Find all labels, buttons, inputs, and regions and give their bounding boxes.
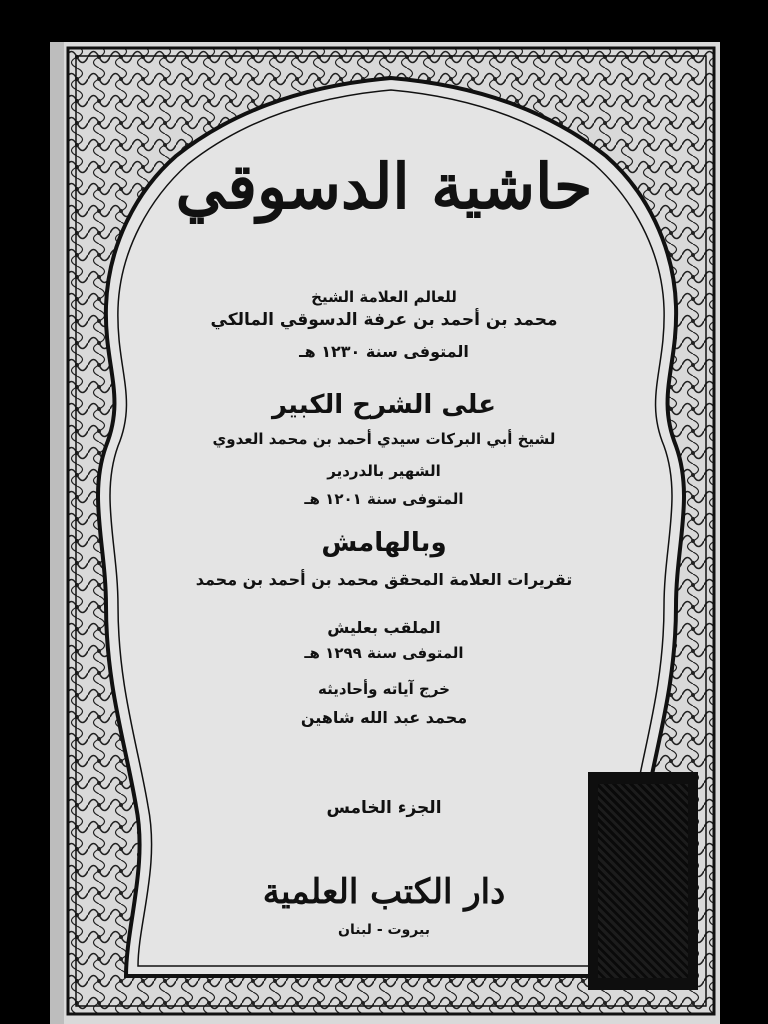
editor-name: محمد عبد الله شاهين [300,708,468,727]
commentator-name: لشيخ أبي البركات سيدي أحمد بن محمد العدوي [212,430,556,448]
margin-notes-author: تقريرات العلامة المحقق محمد بن أحمد بن محمد [195,570,573,589]
margin-author-death-year: المتوفى سنة ١٢٩٩ هـ [304,644,464,662]
book-title: حاشية الدسوقي [175,150,593,223]
margin-heading: وبالهامش [321,528,447,558]
author-prefix: للعالم العلامة الشيخ [311,288,457,306]
publisher-name: دار الكتب العلمية [262,872,506,912]
margin-author-epithet: الملقب بعليش [327,618,441,637]
author-name: محمد بن أحمد بن عرفة الدسوقي المالكي [210,310,558,330]
base-work-title: على الشرح الكبير [271,390,497,420]
editor-label: خرج آياته وأحاديثه [318,680,450,698]
library-sticker-pattern [598,784,688,978]
author-death-year: المتوفى سنة ١٢٣٠ هـ [299,342,469,361]
commentator-death-year: المتوفى سنة ١٢٠١ هـ [304,490,464,508]
volume-label: الجزء الخامس [326,798,442,818]
publisher-city: بيروت - لبنان [338,922,430,938]
commentator-epithet: الشهير بالدردير [327,462,441,480]
